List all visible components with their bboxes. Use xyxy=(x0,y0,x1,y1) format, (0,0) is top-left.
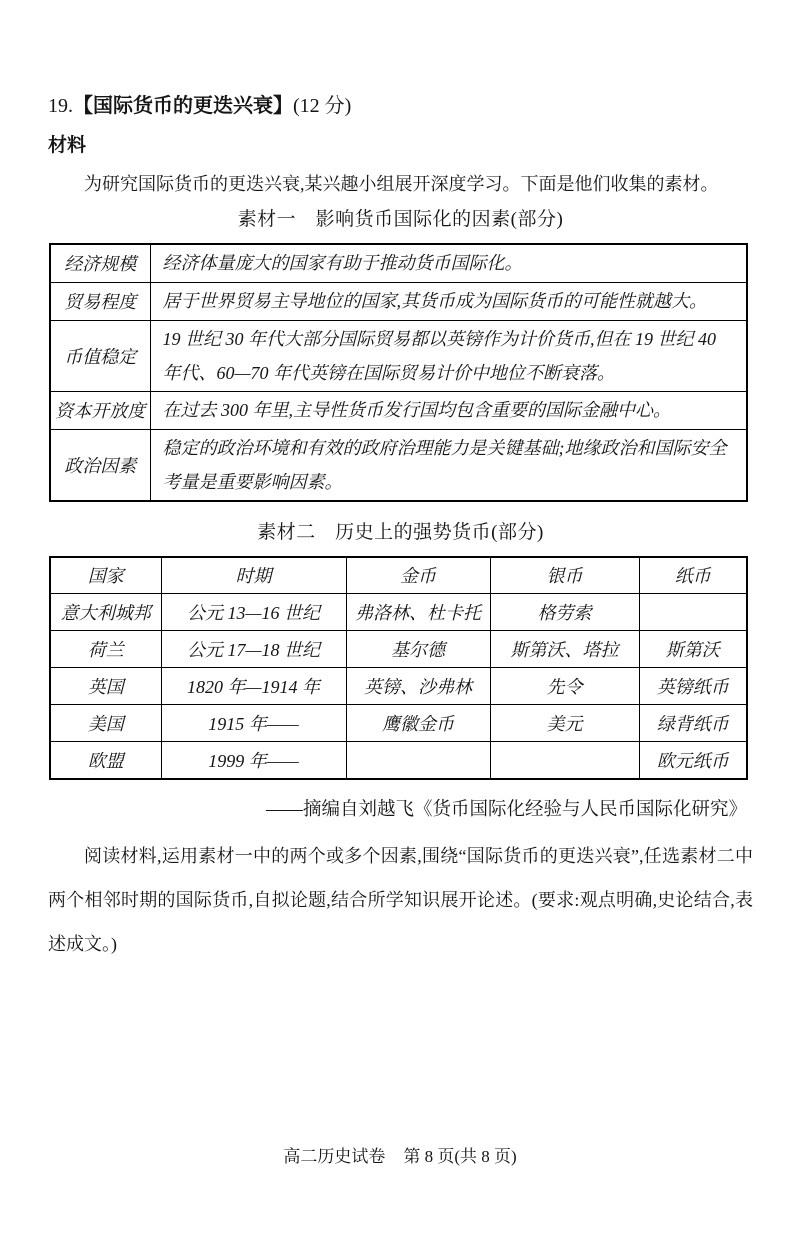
currencies-header-row xyxy=(50,557,747,594)
currency-cell: 弗洛林、杜卡托 xyxy=(346,594,490,631)
currencies-table xyxy=(49,556,748,780)
footer-doc-title: 高二历史试卷 xyxy=(283,1147,386,1166)
column-header: 时期 xyxy=(161,557,346,594)
currency-cell: 绿背纸币 xyxy=(639,705,747,742)
factor-row xyxy=(50,320,747,391)
source-attribution: ——摘编自刘越飞《货币国际化经验与人民币国际化研究》 xyxy=(265,799,747,820)
currency-cell: 欧盟 xyxy=(50,742,161,779)
currency-cell: 1999 年—— xyxy=(161,742,346,779)
currency-cell: 1820 年—1914 年 xyxy=(161,668,346,705)
column-header: 纸币 xyxy=(639,557,747,594)
question-header xyxy=(48,93,753,119)
currency-row xyxy=(50,742,747,779)
factor-row xyxy=(50,244,747,282)
material-label: 材料 xyxy=(48,135,87,156)
currency-cell: 公元 13—16 世纪 xyxy=(161,594,346,631)
material1-title: 素材一 影响货币国际化的因素(部分) xyxy=(237,209,564,230)
currency-cell: 英国 xyxy=(50,668,161,705)
currency-cell: 英镑、沙弗林 xyxy=(346,668,490,705)
question-title: 【国际货币的更迭兴衰】 xyxy=(73,95,293,117)
currency-cell xyxy=(346,742,490,779)
currency-cell xyxy=(490,742,639,779)
currency-cell: 斯第沃、塔拉 xyxy=(490,631,639,668)
intro-paragraph: 为研究国际货币的更迭兴衰,某兴趣小组展开深度学习。下面是他们收集的素材。 xyxy=(84,174,719,194)
currency-cell: 美国 xyxy=(50,705,161,742)
factor-row xyxy=(50,282,747,320)
currency-cell: 先令 xyxy=(490,668,639,705)
factor-content: 在过去 300 年里,主导性货币发行国均包含重要的国际金融中心。 xyxy=(150,391,747,429)
column-header: 国家 xyxy=(50,557,161,594)
factors-table xyxy=(49,243,748,502)
task-paragraph: 阅读材料,运用素材一中的两个或多个因素,围绕“国际货币的更迭兴衰”,任选素材二中两个相邻时期的国际货币,自拟论题,结合所学知识展开论述。(要求:观点明确,史论结合,表述成文。) xyxy=(48,845,753,954)
currency-cell: 公元 17—18 世纪 xyxy=(161,631,346,668)
factor-label: 资本开放度 xyxy=(50,391,150,429)
currency-cell: 鹰徽金币 xyxy=(346,705,490,742)
factor-content: 居于世界贸易主导地位的国家,其货币成为国际货币的可能性就越大。 xyxy=(150,282,747,320)
page-footer xyxy=(0,1145,800,1169)
factor-content: 经济体量庞大的国家有助于推动货币国际化。 xyxy=(150,244,747,282)
currency-cell xyxy=(639,594,747,631)
currency-row xyxy=(50,668,747,705)
currency-cell: 美元 xyxy=(490,705,639,742)
currency-cell: 英镑纸币 xyxy=(639,668,747,705)
footer-page-info: 第 8 页(共 8 页) xyxy=(403,1147,517,1166)
currency-cell: 1915 年—— xyxy=(161,705,346,742)
question-number: 19. xyxy=(48,95,73,117)
currency-cell: 斯第沃 xyxy=(639,631,747,668)
factor-label: 币值稳定 xyxy=(50,320,150,391)
column-header: 银币 xyxy=(490,557,639,594)
currency-cell: 欧元纸币 xyxy=(639,742,747,779)
currency-cell: 基尔德 xyxy=(346,631,490,668)
question-points: (12 分) xyxy=(293,95,352,117)
factor-content: 19 世纪 30 年代大部分国际贸易都以英镑作为计价货币,但在 19 世纪 40 年代、60—70 年代英镑在国际贸易计价中地位不断衰落。 xyxy=(150,320,747,391)
factor-content: 稳定的政治环境和有效的政府治理能力是关键基础;地缘政治和国际安全考量是重要影响因素。 xyxy=(150,429,747,501)
currency-row xyxy=(50,705,747,742)
currency-cell: 格劳索 xyxy=(490,594,639,631)
currency-row xyxy=(50,631,747,668)
material2-title: 素材二 历史上的强势货币(部分) xyxy=(257,521,544,543)
column-header: 金币 xyxy=(346,557,490,594)
factor-row xyxy=(50,391,747,429)
factor-row xyxy=(50,429,747,501)
factor-label: 经济规模 xyxy=(50,244,150,282)
currency-row xyxy=(50,594,747,631)
factor-label: 贸易程度 xyxy=(50,282,150,320)
factor-label: 政治因素 xyxy=(50,429,150,501)
currency-cell: 荷兰 xyxy=(50,631,161,668)
currency-cell: 意大利城邦 xyxy=(50,594,161,631)
